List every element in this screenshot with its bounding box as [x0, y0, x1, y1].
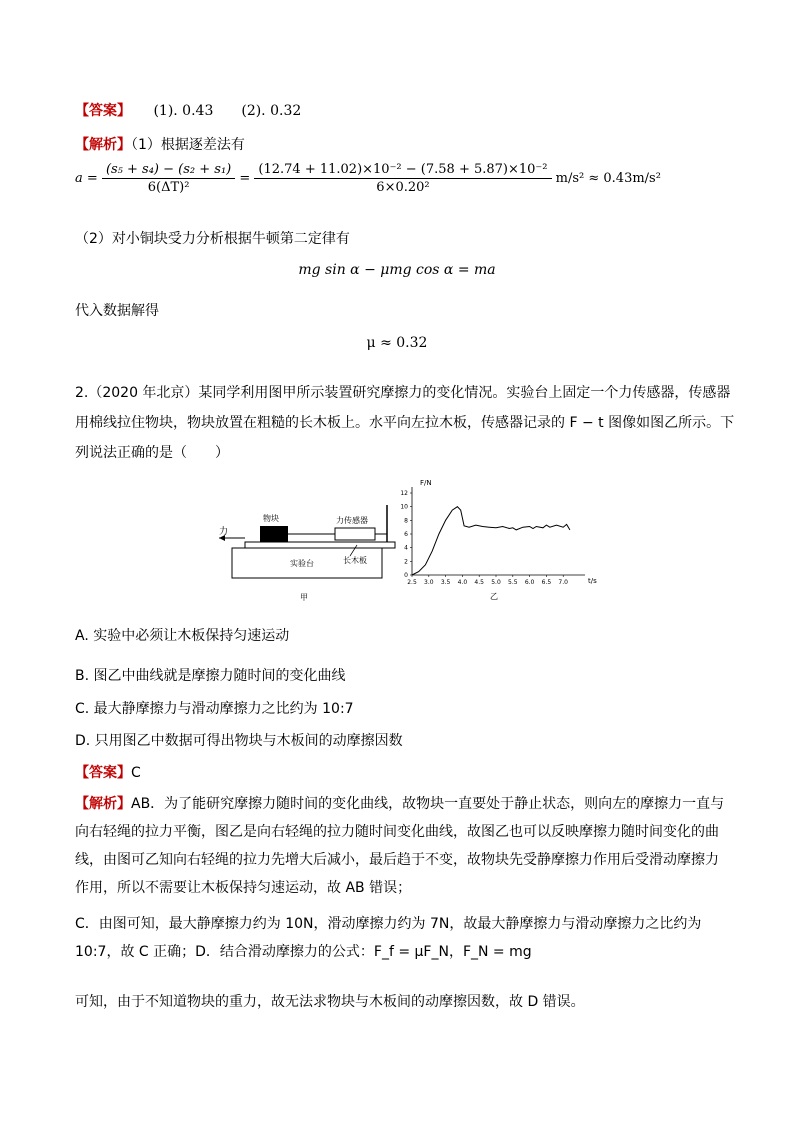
sensor-shape [335, 528, 375, 540]
chart-series-line [412, 507, 570, 575]
chart-y-tick-label: 6 [404, 531, 408, 538]
figure-jia [205, 490, 405, 605]
option-d: D. 只用图乙中数据可得出物块与木板间的动摩擦因数 [75, 733, 403, 749]
option-a: A. 实验中必须让木板保持匀速运动 [75, 628, 290, 644]
analysis-p3: 可知，由于不知道物块的重力，故无法求物块与木板间的动摩擦因数，故 D 错误。 [75, 994, 585, 1010]
chart-y-tick-label: 2 [404, 558, 408, 566]
answer-tag: 【答案】 [75, 103, 131, 119]
formula-lhs [102, 162, 235, 195]
chart-y-tick-label: 8 [404, 517, 408, 525]
equation-newton: mg sin α − μmg cos α = ma [298, 262, 496, 278]
chart-ylabel: F/N [420, 479, 432, 487]
chart-x-tick-label: 4.0 [457, 579, 468, 586]
chart-y-tick-label: 0 [404, 572, 408, 579]
chart-axes [412, 487, 585, 575]
board-shape [245, 542, 395, 548]
chart-x-tick-label: 5.0 [491, 579, 501, 586]
analysis-line-1 [75, 134, 245, 154]
chart-x-tick-label: 2.5 [407, 579, 417, 586]
answer-value: (1). 0.43 (2). 0.32 [153, 103, 302, 119]
formula-rhs [254, 162, 551, 195]
option-b: B. 图乙中曲线就是摩擦力随时间的变化曲线 [75, 668, 346, 684]
analysis-tag-2: 【解析】 [75, 796, 131, 812]
formula-unit: m/s² ≈ 0.43m/s² [555, 171, 661, 186]
formula-rhs-den: 6×0.20² [376, 180, 430, 195]
block-label: 物块 [263, 514, 279, 523]
chart-x-tick-label: 3.5 [440, 579, 451, 586]
formula-lhs-den: 6(ΔT)² [147, 180, 190, 195]
answer-line-1 [75, 100, 301, 120]
formula-a: a [75, 171, 83, 186]
formula-lhs-num: (s₅ + s₄) − (s₂ + s₁) [102, 162, 235, 179]
analysis-p1: AB．为了能研究摩擦力随时间的变化曲线，故物块一直要处于静止状态，则向左的摩擦力一直与向右轻绳的拉力平衡，图乙是向右轻绳的拉力随时间变化曲线，故图乙也可以反映摩擦力随时间变化的曲线，由图可乙知向右轻绳的拉力先增大后减小，最后趋于不变，故物块先受静摩擦力作用后受滑动摩擦力作用，所以不需要让木板保持匀速运动，故 AB 错误； [75, 796, 725, 896]
chart-x-tick-label: 6.5 [541, 579, 552, 586]
question-line-2: 用棉线拉住物块，物块放置在粗糙的长木板上。水平向左拉木板，传感器记录的 F − t 图像如图乙所示。下 [75, 415, 735, 431]
analysis-intro: （1）根据逐差法有 [131, 137, 245, 153]
formula-rhs-num: (12.74 + 11.02)×10⁻² − (7.58 + 5.87)×10⁻² [254, 162, 551, 179]
table-label: 实验台 [290, 559, 314, 568]
chart-ticks [400, 490, 568, 586]
substitute-text: 代入数据解得 [75, 303, 159, 319]
formula-acceleration: a = $\frac{\text{(s₅ + s₄) − (s₂ + s₁)}}{\text{6(ΔT)²}}$ = $\frac{\text{(12.74 + 11.02)×10⁻² − (7.58 + 5.87)×10⁻²}}{\text{6×0.20²}}$ m/s² ≈ 0.43m/s² [75, 162, 661, 195]
board-label: 长木板 [343, 556, 367, 565]
chart-x-tick-label: 4.5 [474, 579, 484, 586]
option-c: C. 最大静摩擦力与滑动摩擦力之比约为 10:7 [75, 701, 354, 717]
sensor-label: 力传感器 [336, 516, 368, 525]
chart-y-tick-label: 4 [404, 544, 408, 552]
chart-x-tick-label: 7.0 [558, 579, 568, 586]
yi-caption: 乙 [490, 592, 498, 601]
answer-value-2: C [131, 765, 141, 781]
analysis-tag: 【解析】 [75, 137, 131, 153]
force-label: 力 [219, 527, 229, 537]
part2-text: （2）对小铜块受力分析根据牛顿第二定律有 [75, 231, 350, 247]
chart-y-tick-label: 12 [400, 490, 408, 497]
answer-line-2 [75, 762, 141, 782]
question-line-3: 列说法正确的是（ ） [75, 445, 229, 461]
analysis-paragraph-1 [75, 790, 725, 902]
equation-mu: μ ≈ 0.32 [366, 335, 428, 351]
question-line-1: 2.（2020 年北京）某同学利用图甲所示装置研究摩擦力的变化情况。实验台上固定一个力传感器，传感器 [75, 385, 731, 401]
block-shape [260, 526, 288, 542]
chart-x-tick-label: 6.0 [524, 579, 535, 586]
chart-x-tick-label: 5.5 [508, 579, 518, 586]
jia-caption: 甲 [300, 593, 308, 602]
chart-x-tick-label: 3.0 [424, 579, 434, 586]
analysis-p2: C．由图可知，最大静摩擦力约为 10N，滑动摩擦力约为 7N，故最大静摩擦力与滑动摩擦力之比约为 10:7，故 C 正确；D．结合滑动摩擦力的公式：F_f = μF_N，F_N = mg [75, 916, 702, 960]
chart-xlabel: t/s [588, 577, 597, 585]
chart-y-tick-label: 10 [400, 503, 408, 511]
figure-yi-chart [390, 475, 605, 605]
answer-tag-2: 【答案】 [75, 765, 131, 781]
